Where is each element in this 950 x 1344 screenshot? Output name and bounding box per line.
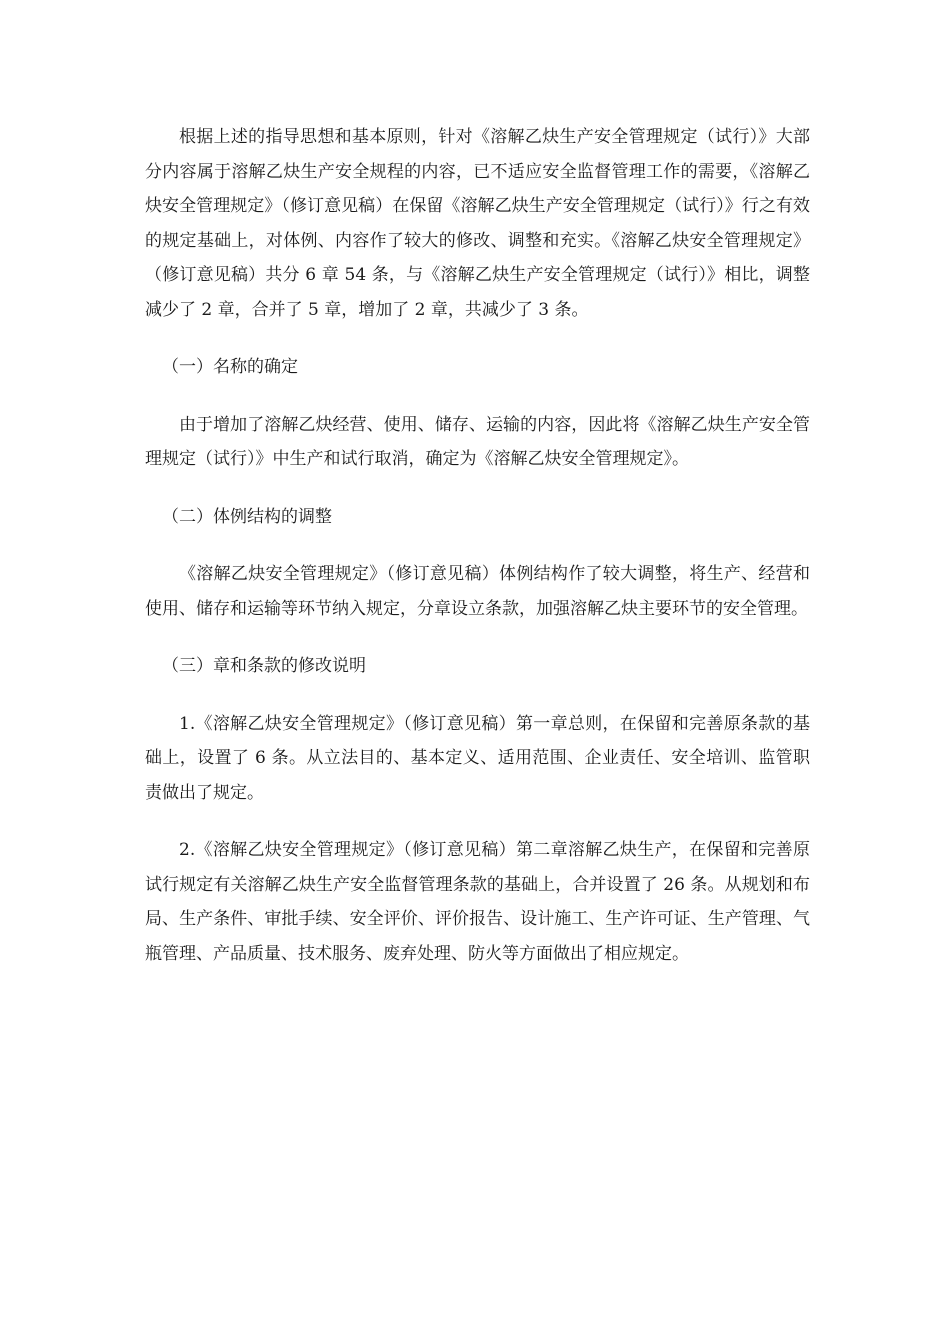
section-heading-chapters: （三）章和条款的修改说明 xyxy=(162,656,366,676)
paragraph-structure: 《溶解乙炔安全管理规定》（修订意见稿）体例结构作了较大调整，将生产、经营和使用、储存和运输等环节纳入规定，分章设立条款，加强溶解乙炔主要环节的安全管理。 xyxy=(145,564,810,619)
paragraph-name: 由于增加了溶解乙炔经营、使用、储存、运输的内容，因此将《溶解乙炔生产安全管理规定（试行）》中生产和试行取消，确定为《溶解乙炔安全管理规定》。 xyxy=(145,414,810,469)
paragraph-chapter-2: 2.《溶解乙炔安全管理规定》（修订意见稿）第二章溶解乙炔生产，在保留和完善原试行规定有关溶解乙炔生产安全监督管理条款的基础上，合并设置了 26 条。从规划和布局、生产条件、审批手续、安全评价、评价报告、设计施工、生产许可证、生产管理、气瓶管理、产品质量、技术服务、废弃处理、防火等方面做出了相应规定。 xyxy=(145,840,810,964)
document-body xyxy=(145,120,810,994)
section-heading-structure: （二）体例结构的调整 xyxy=(162,506,332,527)
paragraph-chapter-1: 1.《溶解乙炔安全管理规定》（修订意见稿）第一章总则，在保留和完善原条款的基础上，设置了 6 条。从立法目的、基本定义、适用范围、企业责任、安全培训、监管职责做出了规定。 xyxy=(145,713,810,803)
section-heading-name: （一）名称的确定 xyxy=(162,357,298,377)
paragraph-intro: 根据上述的指导思想和基本原则，针对《溶解乙炔生产安全管理规定（试行）》大部分内容属于溶解乙炔生产安全规程的内容，已不适应安全监督管理工作的需要，《溶解乙炔安全管理规定》（修订意见稿）在保留《溶解乙炔生产安全管理规定（试行）》行之有效的规定基础上，对体例、内容作了较大的修改、调整和充实。《溶解乙炔安全管理规定》（修订意见稿）共分 6 章 54 条，与《溶解乙炔生产安全管理规定（试行）》相比，调整减少了 2 章，合并了 5 章，增加了 2 章，共减少了 3 条。 xyxy=(145,127,810,320)
